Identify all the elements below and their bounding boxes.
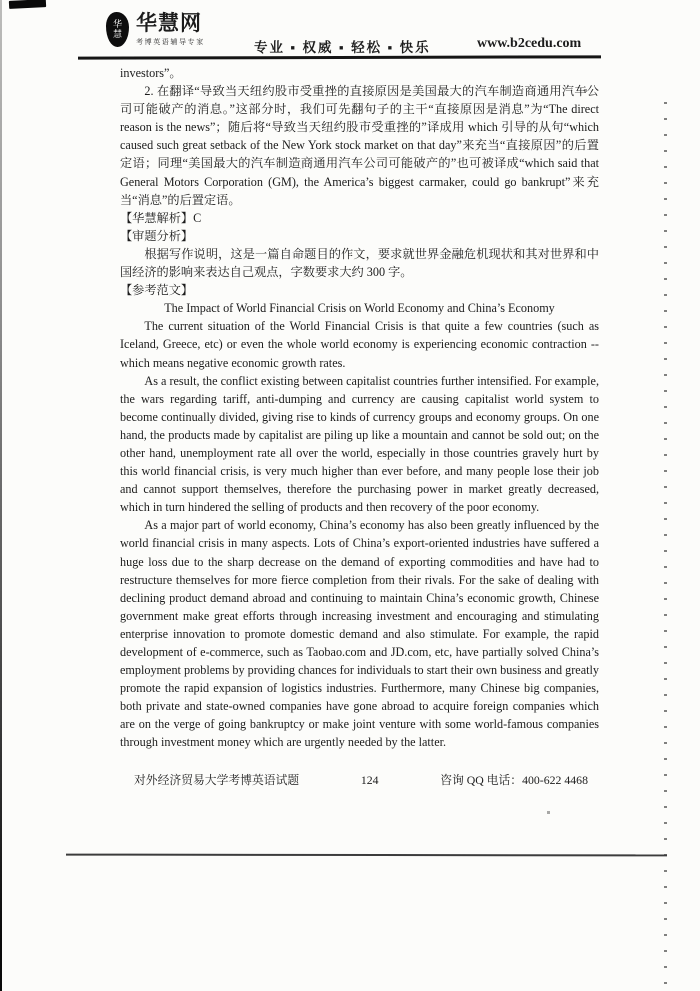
huahui-seal-icon bbox=[106, 12, 129, 47]
logo-text bbox=[136, 12, 205, 47]
huahui-logo bbox=[106, 12, 205, 47]
scan-corner-mark bbox=[9, 0, 46, 9]
page-number: 124 bbox=[360, 773, 379, 787]
paragraph-translation-analysis: 2. 在翻译“导致当天纽约股市受重挫的直接原因是美国最大的汽车制造商通用汽车公司可能破产的消息。”这部分时，我们可先翻句子的主干“直接原因是消息”为“The direct reason is the news”；随后将“导致当天纽约股市受重挫的”译成用 which 引导的从句“which caused such great setback of the New York stock market on that day”来充当“直接原因”的后置定语；同理“美国最大的汽车制造商通用汽车公司可能破产的”也可被译成“which said that General Motors Corporation (GM), the America’s biggest carmaker, could go bankrupt”来充当“消息”的后置定语。 bbox=[120, 84, 599, 207]
paragraph-topic-analysis: 根据写作说明，这是一篇自命题目的作文，要求就世界金融危机现状和其对世界和中国经济的影响来表达自己观点，字数要求大约 300 字。 bbox=[120, 246, 599, 280]
header-slogan: 专业 ▪ 权威 ▪ 轻松 ▪ 快乐 bbox=[254, 40, 431, 55]
paragraph-english-continuation: investors”。 bbox=[120, 66, 182, 80]
page-footer bbox=[122, 771, 592, 788]
essay-paragraph-1: The current situation of the World Financial Crisis is that quite a few countries (such as Iceland, Greece, etc) or even the whole world economy is experiencing economic contraction -- which means negative economic growth rates. bbox=[120, 319, 599, 370]
logo-tagline: 考博英语辅导专家 bbox=[136, 38, 205, 47]
scan-noise-specks bbox=[0, 0, 1, 1]
document-body bbox=[120, 64, 599, 752]
essay-title: The Impact of World Financial Crisis on World Economy and China’s Economy bbox=[164, 301, 555, 316]
scan-left-edge-artifact bbox=[0, 0, 2, 991]
essay-paragraph-2: As a result, the conflict existing between capitalist countries further intensified. For example, the wars regarding tariff, anti-dumping and currency are causing capitalist world system to become continually divided, giving rise to kinds of currency groups and economy groups. On one hand, the products made by capitalist are piling up like a mountain and cannot be sold out; on the other hand, unemployment rate all over the world, especially in those countries gravely hurt by this world financial crisis, is very much higher than ever before, and many people lose their job and cannot support themselves, therefore the purchasing power in market greatly decreased, which in turn hindered the selling of products and then recovery of the poor economy. bbox=[120, 373, 599, 515]
header-rule bbox=[78, 55, 601, 59]
brand-name: 华慧网 bbox=[136, 12, 202, 35]
scan-fold-line bbox=[66, 854, 667, 857]
heading-sample-essay: 【参考范文】 bbox=[120, 283, 194, 298]
seal-text: 华慧 bbox=[112, 18, 122, 39]
footer-contact: 咨询 QQ 电话：400-622 4468 bbox=[440, 773, 588, 787]
header-website-url: www.b2cedu.com bbox=[477, 36, 582, 51]
scan-right-dots-artifact bbox=[664, 102, 667, 984]
essay-paragraph-3: As a major part of world economy, China’s economy has also been greatly influenced by the world financial crisis in many aspects. Lots of China’s export-oriented industries have suffered a huge loss due to the sharp decrease on the demand of exporting commodities and have had to restructure themselves for more fierce completion from their rivals. For the sake of dealing with declining product demand abroad and continuing to maintain China’s economic growth, Chinese government make great efforts through increasing investment and encouraging and stimulating enterprise innovation to promote domestic demand and also stimulate. For example, the rapid development of e-commerce, such as Taobao.com and JD.com, etc, have partially solved China’s employment problems by providing chances for individuals to start their own business and greatly promote the rapid expansion of logistics industries. Furthermore, many Chinese big companies, both private and state-owned companies have gone abroad to acquire foreign companies which are on the verge of going bankruptcy or make joint venture with some world-famous companies through investment money which are urgently needed by the latter. bbox=[120, 518, 599, 750]
footer-exam-title: 对外经济贸易大学考博英语试题 bbox=[134, 773, 300, 787]
heading-topic-analysis: 【审题分析】 bbox=[120, 228, 194, 243]
heading-huahui-analysis: 【华慧解析】C bbox=[120, 210, 202, 225]
